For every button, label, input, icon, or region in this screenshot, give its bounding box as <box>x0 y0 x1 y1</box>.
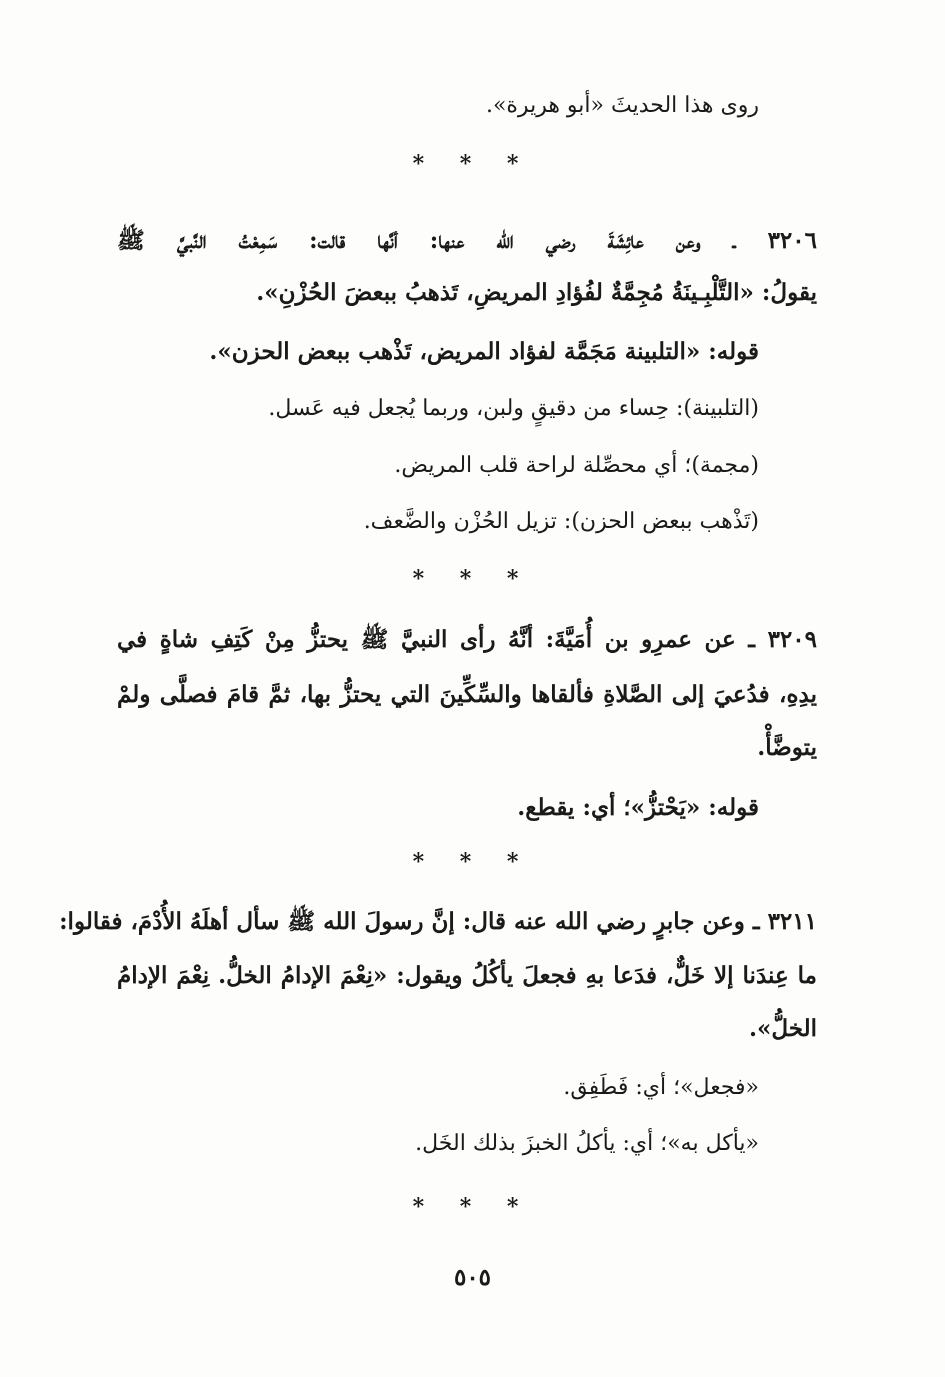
intro-line: روى هذا الحديثَ «أبو هريرة». <box>485 93 759 118</box>
hadith-3206-comment: قوله: «التلبينة مَجَمَّة لفؤاد المريض، تَذْهب ببعض الحزن». <box>209 338 759 365</box>
hadith-3209-line-3: يتوضَّأْ. <box>757 734 817 761</box>
separator-3: * * * <box>412 849 533 875</box>
separator-2: * * * <box>412 566 533 592</box>
hadith-3209-comment: قوله: «يَحْتزُّ»؛ أي: يقطع. <box>517 794 759 821</box>
hadith-3206-note-1: (التلبينة): حِساء من دقيقٍ ولبن، وربما يُجعل فيه عَسل. <box>268 396 759 421</box>
separator-1: * * * <box>412 151 533 177</box>
hadith-3211-line-1: ٣٢١١ ـ وعن جابرٍ رضي الله عنه قال: إنَّ رسولَ الله ﷺ سأل أهلَهُ الأُدْمَ، فقالوا: <box>59 908 817 935</box>
hadith-3211-note-1: «فجعل»؛ أي: فَطَفِق. <box>563 1075 759 1100</box>
hadith-3206-line-2: يقولُ: «التَّلْبِـينَةُ مُجِمَّةٌ لفُؤادِ المريضِ، تَذهبُ ببعضَ الحُزْنِ». <box>256 279 817 306</box>
hadith-3211-line-2: ما عِندَنا إلا خَلٌّ، فدَعا بهِ فجعلَ يأكُلُ ويقول: «نِعْمَ الإدامُ الخلُّ. نِعْمَ الإدامُ <box>117 962 817 989</box>
hadith-3206-line-1: ٣٢٠٦ ـ وعن عائِشَةَ رضي الله عنها: أنَّها قالت: سَمِعْتُ النَّبيَّ ﷺ <box>117 227 817 254</box>
hadith-3209-line-2: يدِهِ، فدُعيَ إلى الصَّلاةِ فألقاها والسِّكِّينَ التي يحتزُّ بها، ثمَّ قامَ فصلَّى ولمْ <box>117 681 817 708</box>
hadith-3206-note-2: (مجمة)؛ أي محصِّلة لراحة قلب المريض. <box>394 453 759 478</box>
hadith-3206-note-3: (تَذْهب ببعض الحزن): تزيل الحُزْن والضَّعف. <box>363 509 759 534</box>
separator-4: * * * <box>412 1194 533 1220</box>
page-number: ٥٠٥ <box>453 1264 492 1291</box>
hadith-3209-line-1: ٣٢٠٩ ـ عن عمرِو بن أُمَيَّةَ: أنَّهُ رأى النبيَّ ﷺ يحتزُّ مِنْ كَتِفِ شاةٍ في <box>117 626 817 653</box>
hadith-3211-note-2: «يأكل به»؛ أي: يأكلُ الخبزَ بذلك الخَل. <box>415 1131 759 1156</box>
hadith-3211-line-3: الخلُّ». <box>748 1015 817 1042</box>
